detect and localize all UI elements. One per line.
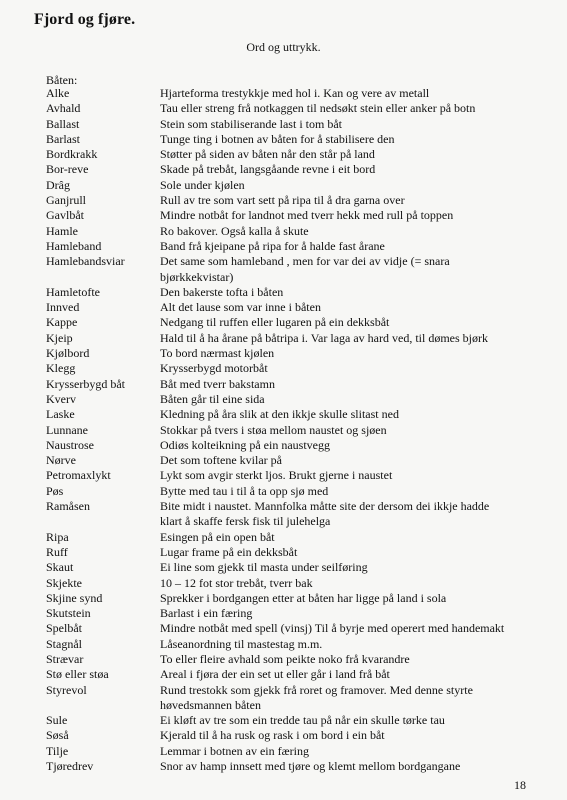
glossary-definition: Ei kløft av tre som ein tredde tau på når ein skulle tørke tau bbox=[160, 713, 445, 728]
glossary-row bbox=[0, 117, 567, 132]
glossary-row bbox=[0, 499, 567, 530]
glossary-row bbox=[0, 331, 567, 346]
glossary-term: Tjøredrev bbox=[46, 759, 94, 774]
glossary-term: Laske bbox=[46, 407, 75, 422]
glossary-definition: Lykt som avgir sterkt ljos. Brukt gjerne i naustet bbox=[160, 468, 393, 483]
glossary-definition: Stokkar på tvers i støa mellom naustet og sjøen bbox=[160, 422, 387, 437]
glossary-list bbox=[0, 86, 567, 774]
glossary-row bbox=[0, 285, 567, 300]
glossary-row bbox=[0, 621, 567, 636]
glossary-term: Avhald bbox=[46, 101, 81, 116]
glossary-term: Hamlebandsviar bbox=[46, 254, 125, 269]
glossary-definition: Esingen på ein open båt bbox=[160, 529, 275, 544]
glossary-row bbox=[0, 484, 567, 499]
glossary-row bbox=[0, 300, 567, 315]
glossary-term: Spelbåt bbox=[46, 621, 82, 636]
glossary-definition: Tunge ting i botnen av båten for å stabilisere den bbox=[160, 131, 395, 146]
glossary-term: Strævar bbox=[46, 651, 84, 666]
glossary-row bbox=[0, 468, 567, 483]
glossary-definition: Kledning på åra slik at den ikkje skulle slitast ned bbox=[160, 407, 399, 422]
glossary-definition: 10 – 12 fot stor trebåt, tverr bak bbox=[160, 575, 313, 590]
document-title: Fjord og fjøre. bbox=[34, 11, 136, 28]
glossary-definition: Odiøs kolteikning på ein naustvegg bbox=[160, 437, 330, 452]
glossary-term: Skjekte bbox=[46, 575, 82, 590]
glossary-definition: Ei line som gjekk til masta under seilføring bbox=[160, 560, 368, 575]
glossary-row bbox=[0, 86, 567, 101]
glossary-definition: Støtter på siden av båten når den står på land bbox=[160, 147, 375, 162]
glossary-definition: Lugar frame på ein dekksbåt bbox=[160, 544, 298, 559]
glossary-term: Kjølbord bbox=[46, 346, 90, 361]
glossary-row bbox=[0, 606, 567, 621]
glossary-definition: Stein som stabiliserande last i tom båt bbox=[160, 116, 342, 131]
section-heading: Båten: bbox=[46, 73, 78, 87]
glossary-term: Krysserbygd båt bbox=[46, 376, 125, 391]
glossary-definition: Det same som hamleband , men for var dei av vidje (= snara bjørkkekvistar) bbox=[160, 254, 450, 284]
glossary-row bbox=[0, 407, 567, 422]
glossary-definition: Tau eller streng frå notkaggen til nedsøkt stein eller anker på botn bbox=[160, 101, 476, 116]
glossary-term: Klegg bbox=[46, 361, 76, 376]
glossary-term: Søså bbox=[46, 728, 69, 743]
glossary-term: Sule bbox=[46, 713, 68, 728]
glossary-row bbox=[0, 759, 567, 774]
glossary-row bbox=[0, 637, 567, 652]
glossary-definition: Krysserbygd motorbåt bbox=[160, 361, 268, 376]
glossary-row bbox=[0, 438, 567, 453]
glossary-term: Hamletofte bbox=[46, 284, 100, 299]
glossary-term: Lunnane bbox=[46, 422, 88, 437]
glossary-definition: Kjerald til å ha rusk og rask i om bord i ein båt bbox=[160, 728, 385, 743]
glossary-term: Petromaxlykt bbox=[46, 468, 111, 483]
glossary-definition: To bord nærmast kjølen bbox=[160, 346, 275, 361]
glossary-row bbox=[0, 560, 567, 575]
glossary-definition: Låseanordning til mastestag m.m. bbox=[160, 636, 323, 651]
glossary-row bbox=[0, 178, 567, 193]
glossary-row bbox=[0, 101, 567, 116]
glossary-row bbox=[0, 744, 567, 759]
glossary-row bbox=[0, 224, 567, 239]
glossary-definition: Sole under kjølen bbox=[160, 177, 245, 192]
glossary-term: Skutstein bbox=[46, 606, 91, 621]
glossary-term: Naustrose bbox=[46, 437, 94, 452]
glossary-definition: Areal i fjøra der ein set ut eller går i land frå båt bbox=[160, 667, 390, 682]
glossary-row bbox=[0, 361, 567, 376]
glossary-definition: Skade på trebåt, langsgåande revne i eit bord bbox=[160, 162, 376, 177]
glossary-term: Skjine synd bbox=[46, 590, 103, 605]
glossary-term: Stø eller støa bbox=[46, 667, 109, 682]
glossary-row bbox=[0, 162, 567, 177]
glossary-term: Nørve bbox=[46, 453, 76, 468]
glossary-definition: Mindre notbåt med spell (vinsj) Til å byrje med operert med handemakt bbox=[160, 621, 505, 636]
glossary-term: Ruff bbox=[46, 544, 68, 559]
glossary-definition: Bite midt i naustet. Mannfolka måtte site der dersom dei ikkje hadde klart å skaffe fersk fisk til julehelga bbox=[160, 499, 490, 529]
glossary-definition: Bytte med tau i til å ta opp sjø med bbox=[160, 483, 329, 498]
glossary-term: Styrevol bbox=[46, 682, 87, 697]
glossary-term: Hamle bbox=[46, 223, 78, 238]
glossary-row bbox=[0, 453, 567, 468]
glossary-term: Ballast bbox=[46, 116, 80, 131]
glossary-definition: Båten går til eine sida bbox=[160, 391, 265, 406]
page-number: 18 bbox=[514, 778, 526, 792]
glossary-definition: Rund trestokk som gjekk frå roret og framover. Med denne styrte høvedsmannen båten bbox=[160, 682, 473, 712]
glossary-definition: Band frå kjeipane på ripa for å halde fast årane bbox=[160, 238, 385, 253]
glossary-definition: Båt med tverr bakstamn bbox=[160, 376, 275, 391]
glossary-row bbox=[0, 591, 567, 606]
glossary-definition: Snor av hamp innsett med tjøre og klemt mellom bordgangane bbox=[160, 759, 461, 774]
glossary-definition: Hald til å ha årane på båtripa i. Var laga av hard ved, til dømes bjørk bbox=[160, 330, 488, 345]
glossary-term: Innved bbox=[46, 300, 80, 315]
glossary-row bbox=[0, 147, 567, 162]
glossary-term: Kappe bbox=[46, 315, 78, 330]
glossary-row bbox=[0, 346, 567, 361]
glossary-row bbox=[0, 254, 567, 285]
document-subtitle: Ord og uttrykk. bbox=[246, 40, 321, 54]
glossary-row bbox=[0, 667, 567, 682]
glossary-row bbox=[0, 576, 567, 591]
glossary-row bbox=[0, 545, 567, 560]
glossary-row bbox=[0, 208, 567, 223]
glossary-definition: Sprekker i bordgangen etter at båten har ligge på land i sola bbox=[160, 590, 447, 605]
glossary-definition: Nedgang til ruffen eller lugaren på ein dekksbåt bbox=[160, 315, 390, 330]
glossary-term: Skaut bbox=[46, 560, 74, 575]
glossary-row bbox=[0, 193, 567, 208]
glossary-row bbox=[0, 132, 567, 147]
glossary-row bbox=[0, 713, 567, 728]
glossary-term: Ramåsen bbox=[46, 499, 90, 514]
glossary-term: Kverv bbox=[46, 391, 76, 406]
glossary-row bbox=[0, 683, 567, 714]
glossary-definition: Det som toftene kvilar på bbox=[160, 453, 282, 468]
glossary-term: Ripa bbox=[46, 529, 69, 544]
glossary-term: Barlast bbox=[46, 131, 80, 146]
glossary-row bbox=[0, 728, 567, 743]
glossary-definition: Hjarteforma trestykkje med hol i. Kan og vere av metall bbox=[160, 86, 430, 100]
glossary-definition: Barlast i ein færing bbox=[160, 606, 253, 621]
glossary-term: Alke bbox=[46, 86, 70, 100]
glossary-term: Gavlbåt bbox=[46, 208, 84, 223]
glossary-row bbox=[0, 392, 567, 407]
glossary-definition: To eller fleire avhald som peikte noko frå kvarandre bbox=[160, 651, 410, 666]
glossary-definition: Lemmar i botnen av ein færing bbox=[160, 743, 309, 758]
glossary-row bbox=[0, 239, 567, 254]
glossary-row bbox=[0, 423, 567, 438]
glossary-term: Tilje bbox=[46, 743, 69, 758]
glossary-row bbox=[0, 652, 567, 667]
glossary-row bbox=[0, 530, 567, 545]
glossary-definition: Ro bakover. Også kalla å skute bbox=[160, 223, 309, 238]
glossary-definition: Den bakerste tofta i båten bbox=[160, 284, 284, 299]
glossary-row bbox=[0, 315, 567, 330]
glossary-term: Pøs bbox=[46, 483, 64, 498]
glossary-term: Hamleband bbox=[46, 238, 102, 253]
glossary-term: Bordkrakk bbox=[46, 147, 98, 162]
glossary-definition: Mindre notbåt for landnot med tverr hekk med rull på toppen bbox=[160, 208, 454, 223]
glossary-term: Ganjrull bbox=[46, 193, 86, 208]
glossary-row bbox=[0, 377, 567, 392]
glossary-term: Bor-reve bbox=[46, 162, 89, 177]
glossary-term: Kjeip bbox=[46, 330, 73, 345]
glossary-term: Drâg bbox=[46, 177, 70, 192]
glossary-term: Stagnål bbox=[46, 636, 82, 651]
glossary-definition: Alt det lause som var inne i båten bbox=[160, 300, 321, 315]
glossary-definition: Rull av tre som vart sett på ripa til å dra garna over bbox=[160, 193, 405, 208]
